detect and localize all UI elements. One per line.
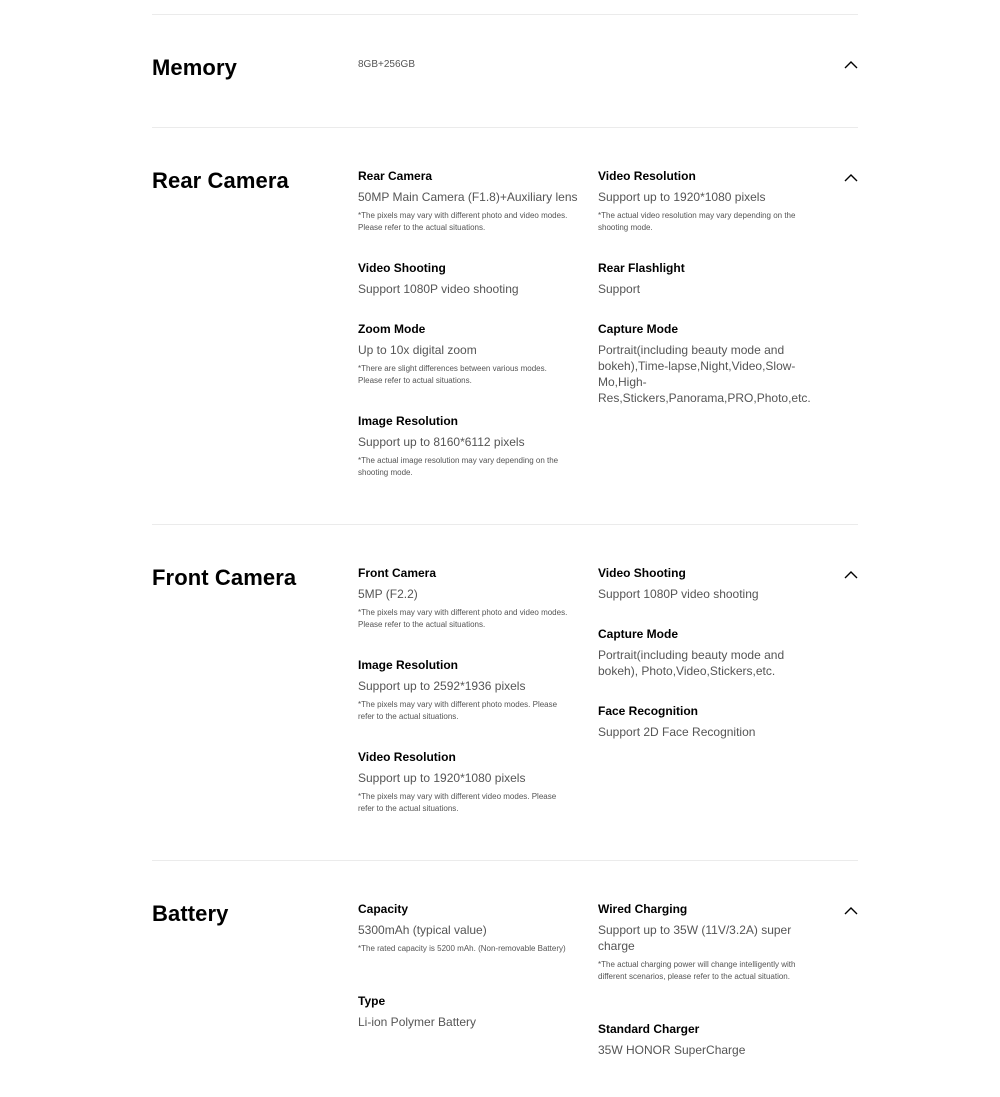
memory-value: 8GB+256GB: [358, 59, 415, 70]
spec-label: Zoom Mode: [358, 322, 426, 336]
spec-value: Support up to 8160*6112 pixels: [358, 435, 525, 449]
section-title: Battery: [152, 901, 229, 926]
spec-item: [358, 260, 580, 297]
spec-value: Support up to 2592*1936 pixels: [358, 679, 526, 693]
spec-label: Type: [358, 994, 386, 1008]
section-title: Rear Camera: [152, 168, 289, 193]
spec-value: Support up to 1920*1080 pixels: [598, 190, 766, 204]
spec-label: Video Shooting: [598, 566, 686, 580]
spec-item: [598, 321, 811, 406]
divider: [152, 860, 858, 861]
spec-item: [598, 168, 820, 234]
spec-note: *The pixels may vary with different photo modes. Please refer to the actual situations.: [358, 700, 558, 721]
spec-item: [598, 1021, 820, 1058]
spec-note: *The rated capacity is 5200 mAh. (Non-removable Battery): [358, 944, 566, 953]
spec-item: [358, 168, 580, 234]
spec-item: [358, 901, 580, 955]
spec-value: Support: [598, 282, 641, 296]
spec-item: [358, 413, 580, 479]
spec-note: *The actual charging power will change intelligently with different scenarios, please refer to the actual situation.: [598, 960, 796, 981]
spec-item: [358, 565, 580, 631]
spec-item: [358, 993, 580, 1030]
spec-note: *The pixels may vary with different photo and video modes. Please refer to the actual situations.: [358, 608, 568, 629]
spec-item: [598, 260, 820, 297]
spec-item: [358, 749, 580, 815]
divider: [152, 127, 858, 128]
spec-note: *There are slight differences between various modes. Please refer to actual situations.: [358, 364, 547, 385]
spec-label: Capture Mode: [598, 322, 679, 336]
spec-label: Image Resolution: [358, 658, 459, 672]
spec-label: Video Resolution: [598, 169, 696, 183]
chevron-up-icon: [840, 899, 862, 921]
chevron-up-icon: [840, 563, 862, 585]
collapse-rear-camera-button[interactable]: [840, 166, 862, 188]
spec-label: Capture Mode: [598, 627, 679, 641]
section-title: Memory: [152, 55, 237, 80]
spec-note: *The actual image resolution may vary depending on the shooting mode.: [358, 456, 559, 477]
spec-label: Rear Flashlight: [598, 261, 685, 275]
spec-label: Video Resolution: [358, 750, 456, 764]
spec-value: Portrait(including beauty mode and bokeh),Time-lapse,Night,Video,Slow-Mo,High-Res,Stickers,Panorama,PRO,Photo,etc.: [598, 343, 811, 405]
spec-label: Video Shooting: [358, 261, 446, 275]
spec-note: *The actual video resolution may vary depending on the shooting mode.: [598, 211, 796, 232]
spec-value: Support 1080P video shooting: [358, 282, 519, 296]
collapse-memory-button[interactable]: [840, 53, 862, 75]
spec-value: Up to 10x digital zoom: [358, 343, 477, 357]
spec-value: Support 2D Face Recognition: [598, 725, 756, 739]
spec-value: Li-ion Polymer Battery: [358, 1015, 477, 1029]
divider: [152, 14, 858, 15]
spec-value: Support 1080P video shooting: [598, 587, 759, 601]
section-title: Front Camera: [152, 565, 297, 590]
spec-item: [358, 657, 580, 723]
spec-value: Support up to 35W (11V/3.2A) super charge: [598, 923, 792, 953]
spec-value: 5MP (F2.2): [358, 587, 418, 601]
spec-item: [598, 626, 820, 679]
spec-note: *The pixels may vary with different video modes. Please refer to the actual situations.: [358, 792, 557, 813]
spec-note: *The pixels may vary with different photo and video modes. Please refer to the actual situations.: [358, 211, 568, 232]
chevron-up-icon: [840, 53, 862, 75]
spec-value: Support up to 1920*1080 pixels: [358, 771, 526, 785]
chevron-up-icon: [840, 166, 862, 188]
spec-label: Standard Charger: [598, 1022, 700, 1036]
spec-value: 5300mAh (typical value): [358, 923, 487, 937]
collapse-battery-button[interactable]: [840, 899, 862, 921]
spec-item: [598, 901, 820, 983]
spec-label: Face Recognition: [598, 704, 699, 718]
spec-label: Image Resolution: [358, 414, 459, 428]
divider: [152, 524, 858, 525]
spec-label: Wired Charging: [598, 902, 688, 916]
spec-label: Capacity: [358, 902, 409, 916]
spec-item: [358, 321, 580, 387]
collapse-front-camera-button[interactable]: [840, 563, 862, 585]
spec-label: Rear Camera: [358, 169, 433, 183]
spec-item: [598, 703, 820, 740]
spec-value: Portrait(including beauty mode and bokeh), Photo,Video,Stickers,etc.: [598, 648, 785, 678]
spec-label: Front Camera: [358, 566, 437, 580]
spec-item: [598, 565, 820, 602]
spec-value: 50MP Main Camera (F1.8)+Auxiliary lens: [358, 190, 578, 204]
spec-value: 35W HONOR SuperCharge: [598, 1043, 746, 1057]
